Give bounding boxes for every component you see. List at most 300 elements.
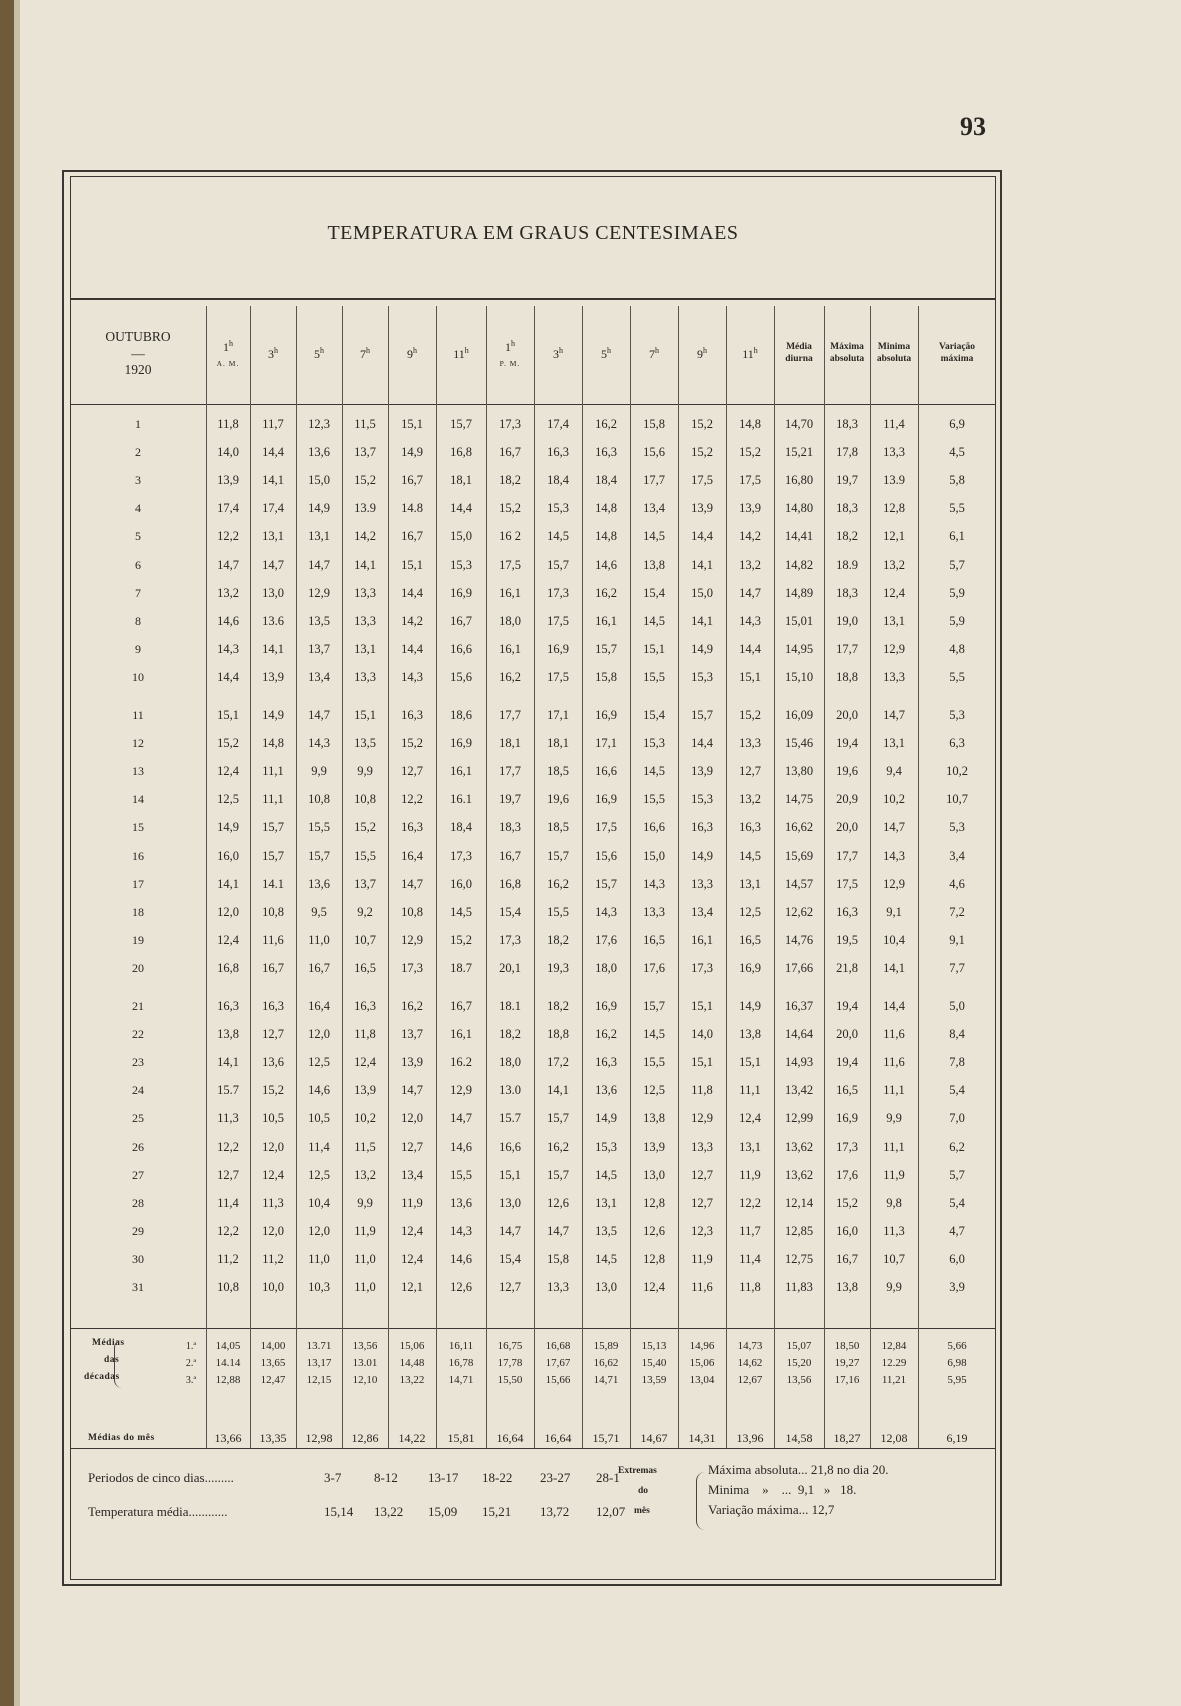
hour-number: 5 (601, 347, 607, 361)
month-average-value: 13,35 (259, 1431, 287, 1445)
value-cell: 15,6 (595, 848, 617, 863)
column-rule (582, 306, 583, 1448)
value-cell: 11,6 (691, 1280, 713, 1294)
hour-number: 11 (742, 347, 754, 361)
value-cell: 17,7 (836, 848, 858, 863)
decade-value: 17,16 (834, 1374, 860, 1386)
hour-number: 5 (314, 347, 320, 361)
decade-value: 5,95 (947, 1374, 967, 1386)
value-cell: 12,7 (499, 1280, 521, 1294)
table-row (70, 607, 996, 635)
value-cell: 15,2 (739, 445, 761, 460)
value-cell: 11,9 (739, 1167, 761, 1182)
value-cell: 15,6 (643, 445, 665, 460)
value-cell: 15,46 (784, 736, 814, 751)
value-cell: 13,2 (883, 557, 905, 572)
value-cell: 13,62 (784, 1139, 814, 1154)
value-cell: 16,7 (499, 848, 521, 863)
value-cell: 15,2 (499, 501, 521, 516)
value-cell: 16,0 (217, 848, 239, 863)
table-row (70, 813, 996, 841)
value-cell: 13,3 (883, 669, 905, 684)
day-cell: 23 (132, 1055, 144, 1070)
value-cell: 13,2 (739, 557, 761, 572)
day-cell: 18 (132, 904, 144, 919)
value-cell: 10,3 (308, 1280, 330, 1294)
value-cell: 13,9 (262, 669, 284, 684)
period-temperature: 15,09 (428, 1504, 458, 1519)
value-cell: 14,7 (739, 585, 761, 600)
value-cell: 14,3 (643, 876, 665, 891)
value-cell: 13,8 (643, 557, 665, 572)
value-cell: 16,7 (450, 999, 472, 1013)
day-cell: 22 (132, 1027, 144, 1042)
value-cell: 15,7 (547, 1111, 569, 1126)
table-row (70, 757, 996, 785)
value-cell: 14,5 (739, 848, 761, 863)
value-cell: 13,1 (262, 529, 284, 544)
value-cell: 14,5 (643, 613, 665, 628)
value-cell: 15,2 (450, 932, 472, 947)
value-cell: 18,5 (547, 820, 569, 835)
value-cell: 6,2 (949, 1139, 965, 1154)
value-cell: 11,4 (308, 1139, 330, 1154)
hour-number: 9 (697, 347, 703, 361)
day-cell: 8 (135, 613, 141, 628)
value-cell: 16,9 (836, 1111, 858, 1126)
value-cell: 4,8 (949, 641, 965, 656)
table-row (70, 1161, 996, 1189)
hour-suffix: h (229, 339, 233, 349)
day-cell: 30 (132, 1251, 144, 1266)
value-cell: 12,9 (883, 876, 905, 891)
value-cell: 13,8 (836, 1280, 858, 1294)
value-cell: 13,2 (739, 792, 761, 807)
value-cell: 20,0 (836, 820, 858, 835)
day-cell: 5 (135, 529, 141, 544)
value-cell: 15,7 (308, 848, 330, 863)
value-cell: 16,2 (595, 585, 617, 600)
value-cell: 13,3 (691, 1139, 713, 1154)
value-cell: 14,4 (739, 641, 761, 656)
hour-header (342, 306, 388, 402)
value-cell: 14,4 (401, 641, 423, 656)
day-cell: 25 (132, 1111, 144, 1126)
value-cell: 13,6 (308, 445, 330, 460)
hour-suffix: h (655, 346, 659, 355)
decade-value: 14.14 (215, 1357, 241, 1369)
value-cell: 13,9 (691, 501, 713, 516)
value-cell: 17,1 (547, 708, 569, 722)
value-cell: 15,2 (262, 1083, 284, 1098)
value-cell: 12,4 (401, 1223, 423, 1238)
decade-value: 15,66 (545, 1374, 571, 1386)
decade-value: 13,04 (689, 1374, 715, 1386)
value-cell: 14,3 (595, 904, 617, 919)
value-cell: 20,0 (836, 1027, 858, 1042)
value-cell: 16,3 (401, 708, 423, 722)
value-cell: 13,5 (354, 736, 376, 751)
table-row (70, 1076, 996, 1104)
value-cell: 13,8 (643, 1111, 665, 1126)
value-cell: 19,7 (836, 473, 858, 488)
value-cell: 11,9 (691, 1251, 713, 1266)
value-cell: 11,3 (883, 1223, 905, 1238)
value-cell: 12,99 (784, 1111, 814, 1126)
value-cell: 14,3 (883, 848, 905, 863)
footer-divider (70, 1448, 996, 1449)
value-cell: 10,7 (946, 792, 968, 807)
decade-value: 15,13 (641, 1340, 667, 1352)
value-cell: 14,7 (262, 557, 284, 572)
value-cell: 17,3 (401, 960, 423, 975)
value-cell: 12,5 (217, 792, 239, 807)
value-cell: 5,9 (949, 613, 965, 628)
value-cell: 14,4 (450, 501, 472, 516)
table-row (70, 663, 996, 691)
decade-value: 15,07 (786, 1340, 812, 1352)
value-cell: 17,4 (262, 501, 284, 516)
value-cell: 15,7 (450, 417, 472, 431)
decade-number: 1.ª (185, 1341, 197, 1352)
value-cell: 17,5 (547, 669, 569, 684)
month-header-month: OUTUBRO (105, 328, 171, 344)
value-cell: 14,8 (739, 417, 761, 431)
day-cell: 10 (132, 669, 144, 684)
value-cell: 5,7 (949, 557, 965, 572)
hour-number: 9 (407, 347, 413, 361)
value-cell: 12,85 (784, 1223, 814, 1238)
hour-header (678, 306, 726, 402)
value-cell: 11,9 (401, 1195, 423, 1210)
value-cell: 18,8 (836, 669, 858, 684)
value-cell: 4,7 (949, 1223, 965, 1238)
value-cell: 17,6 (595, 932, 617, 947)
value-cell: 10,8 (217, 1280, 239, 1294)
value-cell: 18,3 (836, 501, 858, 516)
value-cell: 12,0 (401, 1111, 423, 1126)
value-cell: 15,4 (499, 1251, 521, 1266)
table-row (70, 1245, 996, 1273)
value-cell: 14,9 (739, 999, 761, 1013)
value-cell: 14,5 (595, 1167, 617, 1182)
value-cell: 18,0 (499, 613, 521, 628)
value-cell: 14,6 (450, 1251, 472, 1266)
decade-value: 12,47 (260, 1374, 286, 1386)
decade-value: 16,68 (545, 1340, 571, 1352)
value-cell: 15,7 (595, 876, 617, 891)
month-average-value: 18,27 (833, 1431, 861, 1445)
value-cell: 15,2 (217, 736, 239, 751)
value-cell: 14,2 (354, 529, 376, 544)
value-cell: 14,9 (217, 820, 239, 835)
value-cell: 16,7 (499, 445, 521, 460)
value-cell: 12,5 (308, 1055, 330, 1070)
value-cell: 16,6 (643, 820, 665, 835)
value-cell: 7,0 (949, 1111, 965, 1126)
value-cell: 16,2 (401, 999, 423, 1013)
hour-suffix: h (464, 346, 469, 355)
value-cell: 14,9 (262, 708, 284, 722)
value-cell: 16,80 (784, 473, 814, 488)
value-cell: 16,0 (450, 876, 472, 891)
value-cell: 14,64 (784, 1027, 814, 1042)
value-cell: 12,1 (401, 1280, 423, 1294)
value-cell: 13,0 (499, 1195, 521, 1210)
value-cell: 14,1 (217, 1055, 239, 1070)
value-cell: 11,1 (883, 1083, 905, 1098)
value-cell: 19,6 (547, 792, 569, 807)
table-row (70, 898, 996, 926)
value-cell: 11,5 (354, 1139, 376, 1154)
decade-value: 14,71 (448, 1374, 474, 1386)
value-cell: 18,0 (499, 1055, 521, 1070)
month-header-dash: — (131, 345, 145, 361)
media-diurna-header (774, 306, 824, 402)
value-cell: 12,7 (691, 1167, 713, 1182)
value-cell: 14,4 (401, 585, 423, 600)
period-temperature: 15,21 (482, 1504, 512, 1519)
day-cell: 3 (135, 473, 141, 488)
value-cell: 14,7 (547, 1223, 569, 1238)
value-cell: 16,3 (217, 999, 239, 1013)
value-cell: 14,70 (784, 417, 814, 431)
day-cell: 31 (132, 1280, 144, 1294)
page-number: 93 (960, 112, 986, 141)
value-cell: 13,0 (262, 585, 284, 600)
header-line: Minima (877, 342, 911, 353)
value-cell: 5,5 (949, 669, 965, 684)
period-range: 13-17 (428, 1470, 459, 1485)
value-cell: 15,3 (691, 792, 713, 807)
hour-suffix: h (413, 346, 417, 355)
value-cell: 11,9 (883, 1167, 905, 1182)
value-cell: 15,7 (547, 557, 569, 572)
value-cell: 15,1 (499, 1167, 521, 1182)
month-average-value: 12,86 (351, 1431, 379, 1445)
value-cell: 16,1 (595, 613, 617, 628)
value-cell: 18.1 (499, 999, 521, 1013)
value-cell: 14,8 (262, 736, 284, 751)
value-cell: 16,7 (450, 613, 472, 628)
value-cell: 14,4 (262, 445, 284, 460)
value-cell: 12,4 (354, 1055, 376, 1070)
value-cell: 13,5 (308, 613, 330, 628)
column-rule (774, 306, 775, 1448)
table-row (70, 701, 996, 729)
value-cell: 19,5 (836, 932, 858, 947)
value-cell: 19,3 (547, 960, 569, 975)
period-temperature: 13,72 (540, 1504, 570, 1519)
value-cell: 16,4 (401, 848, 423, 863)
value-cell: 16,4 (308, 999, 330, 1013)
value-cell: 16,2 (499, 669, 521, 684)
value-cell: 17,3 (499, 932, 521, 947)
value-cell: 5,3 (949, 708, 965, 722)
column-rule (678, 306, 679, 1448)
hour-header (726, 306, 774, 402)
value-cell: 15,5 (643, 669, 665, 684)
value-cell: 13,1 (354, 641, 376, 656)
value-cell: 14,95 (784, 641, 814, 656)
value-cell: 14,3 (308, 736, 330, 751)
value-cell: 14,4 (883, 999, 905, 1013)
decade-value: 15,50 (497, 1374, 523, 1386)
value-cell: 17,3 (499, 417, 521, 431)
value-cell: 13,0 (643, 1167, 665, 1182)
value-cell: 15,7 (691, 708, 713, 722)
hour-suffix: h (559, 346, 563, 355)
value-cell: 10,8 (262, 904, 284, 919)
value-cell: 17,5 (595, 820, 617, 835)
day-cell: 4 (135, 501, 141, 516)
value-cell: 13,7 (308, 641, 330, 656)
value-cell: 14,1 (262, 473, 284, 488)
month-average-value: 15,81 (447, 1431, 475, 1445)
hour-number: 3 (553, 347, 559, 361)
value-cell: 12,8 (643, 1251, 665, 1266)
hour-number: 11 (453, 347, 465, 361)
value-cell: 14,1 (354, 557, 376, 572)
value-cell: 16,1 (691, 932, 713, 947)
value-cell: 16,6 (499, 1139, 521, 1154)
summary-divider (70, 1328, 996, 1329)
value-cell: 18,1 (450, 473, 472, 488)
value-cell: 11,3 (262, 1195, 284, 1210)
day-cell: 20 (132, 960, 144, 975)
value-cell: 12,7 (401, 764, 423, 779)
value-cell: 5,3 (949, 820, 965, 835)
value-cell: 16,09 (784, 708, 814, 722)
header-line: máxima (940, 354, 974, 364)
period-temperature: 15,14 (324, 1504, 354, 1519)
table-row (70, 1189, 996, 1217)
value-cell: 12,9 (450, 1083, 472, 1098)
value-cell: 13,1 (883, 613, 905, 628)
decades-label-line: décadas (84, 1372, 120, 1382)
value-cell: 18.9 (836, 557, 858, 572)
decade-value: 11,21 (881, 1374, 907, 1386)
value-cell: 11,4 (739, 1251, 761, 1266)
decade-value: 15,06 (689, 1357, 715, 1369)
decade-row (70, 1338, 996, 1355)
table-row (70, 551, 996, 579)
value-cell: 16,5 (354, 960, 376, 975)
value-cell: 20,9 (836, 792, 858, 807)
value-cell: 11,8 (739, 1280, 761, 1294)
header-line: absoluta (829, 354, 865, 364)
value-cell: 16,3 (836, 904, 858, 919)
value-cell: 6,0 (949, 1251, 965, 1266)
hour-header (296, 306, 342, 402)
column-rule (296, 306, 297, 1448)
value-cell: 13,2 (217, 585, 239, 600)
column-rule (870, 306, 871, 1448)
value-cell: 7,7 (949, 960, 965, 975)
value-cell: 15,5 (643, 1055, 665, 1070)
value-cell: 12,7 (691, 1195, 713, 1210)
value-cell: 11,4 (883, 417, 905, 431)
value-cell: 16,3 (595, 445, 617, 460)
value-cell: 16,3 (595, 1055, 617, 1070)
value-cell: 13,3 (354, 585, 376, 600)
decade-value: 12,15 (306, 1374, 332, 1386)
table-title: TEMPERATURA EM GRAUS CENTESIMAES (327, 222, 739, 244)
value-cell: 14,75 (784, 792, 814, 807)
value-cell: 9,9 (886, 1111, 902, 1126)
value-cell: 14,93 (784, 1055, 814, 1070)
value-cell: 16,9 (450, 585, 472, 600)
value-cell: 16,1 (450, 1027, 472, 1042)
decade-value: 12,88 (215, 1374, 241, 1386)
period-range: 28-1 (596, 1470, 620, 1485)
value-cell: 19,4 (836, 999, 858, 1013)
day-cell: 14 (132, 792, 144, 807)
value-cell: 6,1 (949, 529, 965, 544)
value-cell: 18,5 (547, 764, 569, 779)
value-cell: 15,1 (643, 641, 665, 656)
value-cell: 15,3 (450, 557, 472, 572)
value-cell: 16,7 (401, 473, 423, 488)
value-cell: 15,0 (450, 529, 472, 544)
value-cell: 11,0 (354, 1251, 376, 1266)
month-average-row (70, 1430, 996, 1448)
value-cell: 11,2 (217, 1251, 239, 1266)
hour-suffix: h (366, 346, 370, 355)
value-cell: 11,3 (217, 1111, 239, 1126)
hour-number: 1 (505, 340, 511, 355)
value-cell: 12,5 (739, 904, 761, 919)
value-cell: 15,7 (643, 999, 665, 1013)
day-cell: 21 (132, 999, 144, 1013)
value-cell: 17,5 (499, 557, 521, 572)
month-average-value: 15,71 (592, 1431, 620, 1445)
month-average-value: 14,67 (640, 1431, 668, 1445)
extreme-maxima: Máxima absoluta... 21,8 no dia 20. (708, 1462, 889, 1477)
hour-suffix: h (703, 346, 707, 355)
value-cell: 16,37 (784, 999, 814, 1013)
decade-value: 13,17 (306, 1357, 332, 1369)
value-cell: 13,6 (450, 1195, 472, 1210)
value-cell: 15,1 (217, 708, 239, 722)
value-cell: 13,7 (401, 1027, 423, 1042)
period-temperature: 12,07 (596, 1504, 626, 1519)
column-rule (250, 306, 251, 1448)
value-cell: 13,7 (354, 876, 376, 891)
value-cell: 14,7 (883, 820, 905, 835)
value-cell: 17,7 (499, 708, 521, 722)
month-average-value: 14,58 (785, 1431, 813, 1445)
value-cell: 15,3 (595, 1139, 617, 1154)
column-rule (436, 306, 437, 1448)
value-cell: 5,8 (949, 473, 965, 488)
value-cell: 15,5 (308, 820, 330, 835)
value-cell: 12,9 (401, 932, 423, 947)
value-cell: 17,4 (547, 417, 569, 431)
decade-summary (70, 1336, 996, 1448)
value-cell: 11,8 (217, 417, 239, 431)
value-cell: 13,9 (691, 764, 713, 779)
table-row (70, 579, 996, 607)
value-cell: 15,2 (691, 445, 713, 460)
value-cell: 17,5 (739, 473, 761, 488)
decades-label-line: das (104, 1355, 120, 1365)
decade-value: 17,67 (545, 1357, 571, 1369)
value-cell: 13.9 (354, 501, 376, 516)
value-cell: 12,8 (883, 501, 905, 516)
ampm-label: A. M. (216, 359, 240, 369)
value-cell: 14,82 (784, 557, 814, 572)
